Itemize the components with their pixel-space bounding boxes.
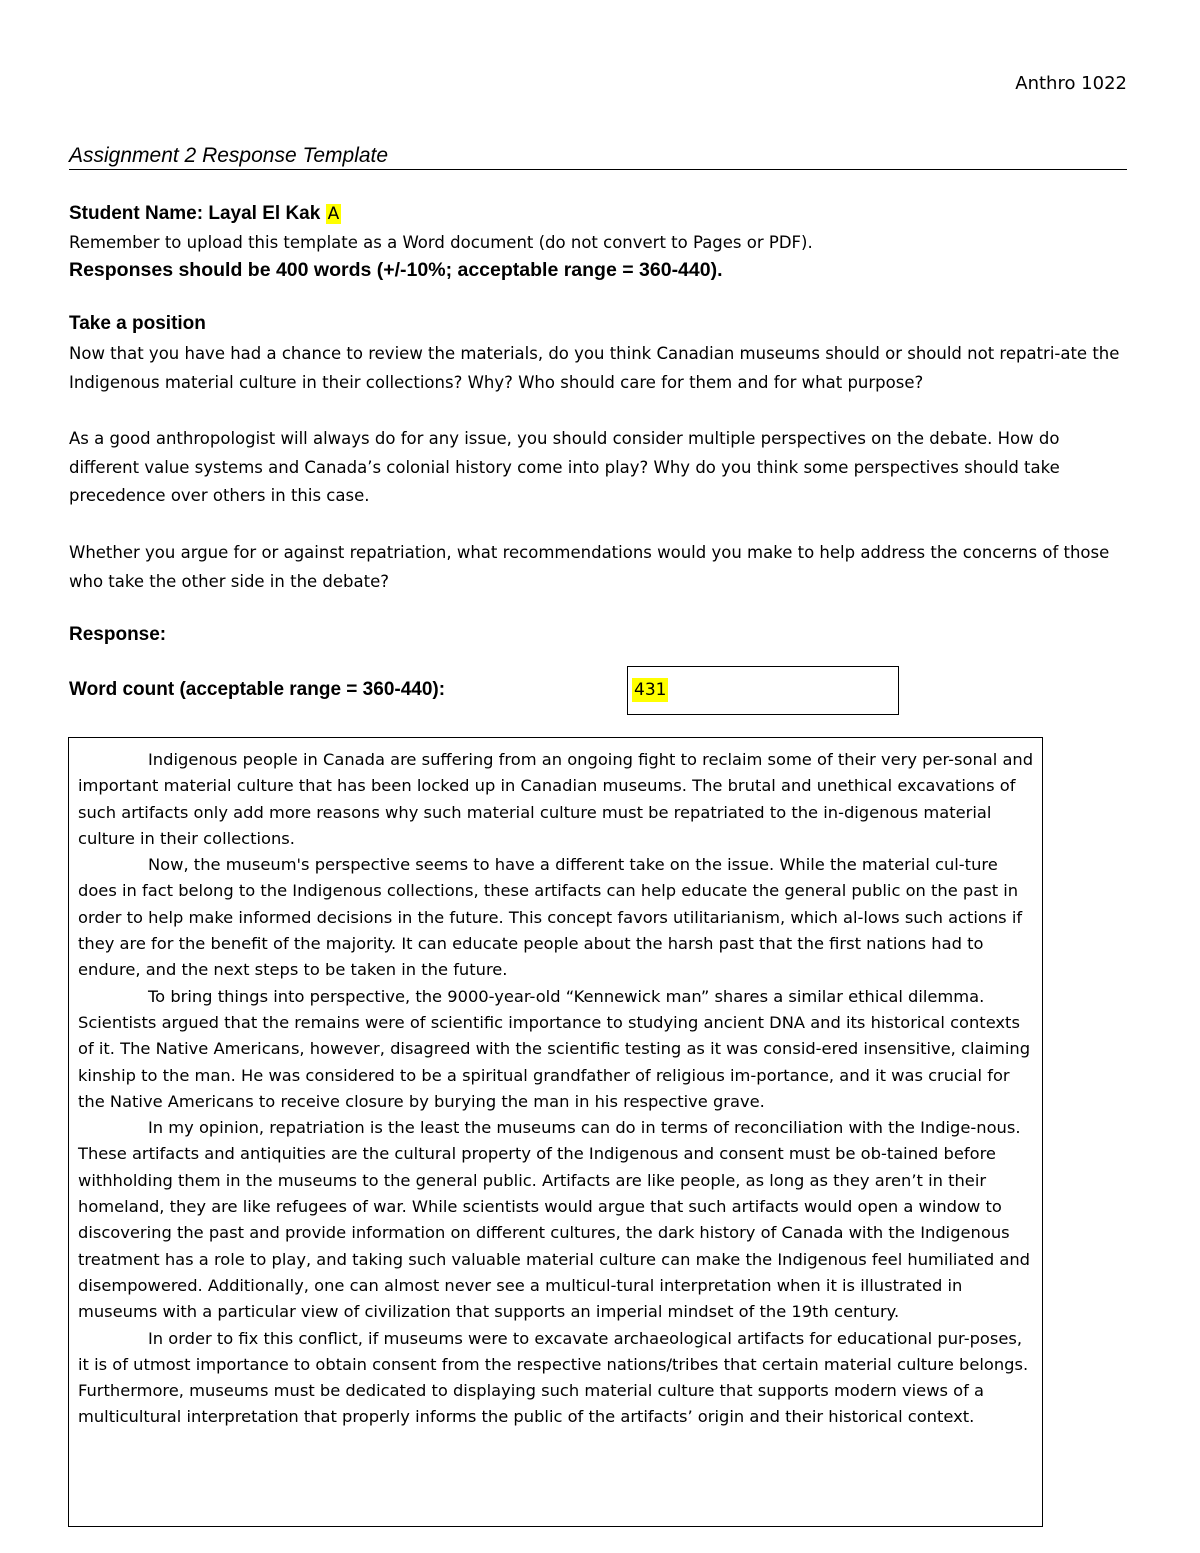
course-code: Anthro 1022 [1015, 73, 1127, 94]
grade-badge: A [327, 204, 340, 224]
response-paragraph: To bring things into perspective, the 9000-year-old “Kennewick man” shares a similar ethical dilemma. Scientists argued that the remains were of scientific importance to studying ancient DNA and its historical contexts of it. The Native Americans, however, disagreed with the scientific testing as it was consid-ered insensitive, claiming kinship to the man. He was considered to be a spiritual grandfather of religious im-portance, and it was crucial for the Native Americans to receive closure by burying the man in his respective grave. [78, 986, 1031, 1111]
response-paragraph: In my opinion, repatriation is the least the museums can do in terms of reconciliation with the Indige-nous. These artifacts and antiquities are the cultural property of the Indigenous and consent must be ob-tained before withholding them in the museums to the general public. Artifacts are like people, as long as they aren’t in their homeland, they are like refugees of war. While scientists would argue that such artifacts would open a window to discovering the past and provide information on different cultures, the dark history of Canada with the Indigenous treatment has a role to play, and taking such valuable material culture can make the Indigenous feel humiliated and disempowered. Additionally, one can almost never see a multicul-tural interpretation when it is illustrated in museums with a particular view of civilization that supports an imperial mindset of the 19th century. [78, 1118, 1030, 1322]
word-count-value: 431 [634, 680, 667, 700]
length-requirement: Responses should be 400 words (+/-10%; acceptable range = 360-440). [69, 259, 723, 281]
prompt-paragraph: As a good anthropologist will always do for any issue, you should consider multiple perspectives on the debate. How do different value systems and Canada’s colonial history come into play? Why do you think some perspectives should take precedence over others in this case. [69, 429, 1060, 505]
response-paragraph: In order to fix this conflict, if museums were to excavate archaeological artifacts for educational pur-poses, it is of utmost importance to obtain consent from the respective nations/tribes that certain material culture belongs. Furthermore, museums must be dedicated to displaying such material culture that supports modern views of a multicultural interpretation that properly informs the public of the artifacts’ origin and their historical context. [78, 1328, 1029, 1427]
response-paragraph: Now, the museum's perspective seems to have a different take on the issue. While the material cul-ture does in fact belong to the Indigenous collections, these artifacts can help educate the general public on the past in order to help make informed decisions in the future. This concept favors utilitarianism, which al-lows such actions if they are for the benefit of the majority. It can educate people about the harsh past that the first nations had to endure, and the next steps to be taken in the future. [78, 855, 1023, 980]
response-heading: Response: [69, 624, 167, 645]
word-count-label: Word count (acceptable range = 360-440): [69, 679, 446, 700]
upload-reminder: Remember to upload this template as a Word document (do not convert to Pages or PDF). [69, 233, 813, 252]
student-name-label: Student Name: Layal El Kak [69, 203, 321, 224]
response-text-box[interactable] [68, 737, 1043, 1527]
page-title: Assignment 2 Response Template [69, 144, 389, 167]
prompt-heading: Take a position [69, 313, 206, 334]
word-count-field[interactable] [627, 666, 899, 715]
prompt-paragraph: Now that you have had a chance to review the materials, do you think Canadian museums should or should not repatri-ate the Indigenous material culture in their collections? Why? Who should care for them and for what purpose? [69, 344, 1120, 392]
prompt-paragraph: Whether you argue for or against repatriation, what recommendations would you make to help address the concerns of those who take the other side in the debate? [69, 543, 1110, 591]
title-rule [69, 142, 1127, 170]
response-paragraph: Indigenous people in Canada are suffering from an ongoing fight to reclaim some of their very per-sonal and important material culture that has been locked up in Canadian museums. The brutal and unethical excavations of such artifacts only add more reasons why such material culture must be repatriated to the in-digenous material culture in their collections. [78, 750, 1034, 848]
student-name-line [69, 201, 341, 227]
